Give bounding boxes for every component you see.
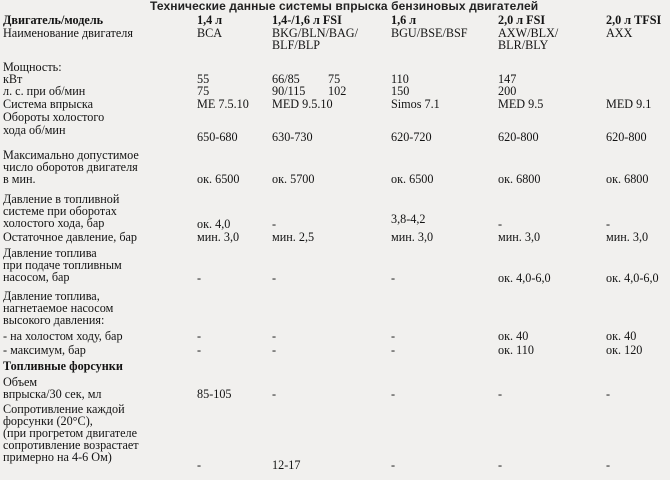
volume-label-2: впрыска/30 сек, мл [3,387,102,401]
volume-col5: - [606,387,611,401]
hp-pressure-label-1: Давление топлива, [3,289,100,303]
header-engine-name: Наименование двигателя [3,26,133,40]
fpidle-col1: ок. 4,0 [197,217,231,231]
col2-code2: BLF/BLP [272,38,321,52]
header-engine-model: Двигатель/модель [3,13,104,27]
hpmax-col3: - [391,343,396,357]
maxrpm-col2: ок. 5700 [272,172,315,186]
injection-col5: MED 9.1 [606,97,652,111]
col5-code: AXX [606,26,633,40]
resistance-label-3: (при прогретом двигателе [3,426,138,440]
idle-label-2: хода об/мин [3,123,66,137]
resistance-col4: - [498,458,503,472]
injection-col2: MED 9.5.10 [272,97,333,111]
fpidle-col3: 3,8-4,2 [391,212,426,226]
volume-col3: - [391,387,396,401]
hp-pressure-label-3: высокого давления: [3,313,105,327]
residual-label: Остаточное давление, бар [3,230,138,244]
pump-label-1: Давление топлива [3,246,97,260]
pump-col4: ок. 4,0-6,0 [498,271,551,285]
volume-col2: - [272,387,277,401]
kw-label: кВт [3,72,23,86]
page-title: Технические данные системы впрыска бензиновых двигателей [150,0,539,13]
injection-col1: ME 7.5.10 [197,97,249,111]
fpidle-col5: - [606,217,611,231]
kw-col4: 147 [498,72,517,86]
col4-volume: 2,0 л FSI [498,13,546,27]
fpidle-label-2: системе при оборотах [3,204,117,218]
pump-label-3: насосом, бар [3,270,70,284]
hp-col3: 150 [391,84,410,98]
resistance-label-4: сопротивление возрастает [3,438,139,452]
volume-col4: - [498,387,503,401]
col5-volume: 2,0 л TFSI [606,13,662,27]
maxrpm-label-1: Максимально допустимое [3,148,139,162]
hpmax-col1: - [197,343,202,357]
residual-col4: мин. 3,0 [498,230,541,244]
fpidle-label-3: холостого хода, бар [3,216,105,230]
residual-col1: мин. 3,0 [197,230,240,244]
maxrpm-label-3: в мин. [3,172,36,186]
hpidle-col2: - [272,329,277,343]
injectors-heading: Топливные форсунки [3,359,123,373]
kw-col2: 66/85 [272,72,300,86]
hpmax-col2: - [272,343,277,357]
kw-col1: 55 [197,72,210,86]
col1-code: BCA [197,26,223,40]
hpidle-label: - на холостом ходу, бар [3,329,123,343]
col2-code: BKG/BLN/BAG/ [272,26,358,40]
col4-code: AXW/BLX/ [498,26,559,40]
resistance-col3: - [391,458,396,472]
fpidle-label-1: Давление в топливной [3,192,120,206]
pump-col1: - [197,271,202,285]
col1-volume: 1,4 л [197,13,223,27]
maxrpm-col1: ок. 6500 [197,172,240,186]
idle-col4: 620-800 [498,130,539,144]
hpmax-col4: ок. 110 [498,343,534,357]
volume-label-1: Объем [3,375,38,389]
col2-volume: 1,4-/1,6 л FSI [272,13,342,27]
pump-col2: - [272,271,277,285]
maxrpm-col4: ок. 6800 [498,172,541,186]
hpidle-col5: ок. 40 [606,329,637,343]
resistance-col5: - [606,458,611,472]
hpmax-col5: ок. 120 [606,343,643,357]
residual-col5: мин. 3,0 [606,230,649,244]
residual-col3: мин. 3,0 [391,230,434,244]
fpidle-col2: - [272,217,277,231]
hpidle-col3: - [391,329,396,343]
pump-label-2: при подаче топливным [3,258,122,272]
resistance-col1: - [197,458,202,472]
fpidle-col4: - [498,217,503,231]
maxrpm-col3: ок. 6500 [391,172,434,186]
idle-col2: 630-730 [272,130,313,144]
hpmax-label: - максимум, бар [3,343,86,357]
hp-col2: 90/115 [272,84,306,98]
hp-col2b: 102 [328,84,347,98]
resistance-col2: 12-17 [272,458,301,472]
resistance-label-5: примерно на 4-6 Ом) [3,450,112,464]
injection-label: Система впрыска [3,97,93,111]
idle-col3: 620-720 [391,130,432,144]
resistance-label-2: форсунки (20°С), [3,414,93,428]
hpidle-col4: ок. 40 [498,329,529,343]
injection-col4: MED 9.5 [498,97,544,111]
maxrpm-col5: ок. 6800 [606,172,649,186]
resistance-label-1: Сопротивление каждой [3,402,125,416]
col4-code2: BLR/BLY [498,38,549,52]
hp-label: л. с. при об/мин [3,84,86,98]
hp-col4: 200 [498,84,517,98]
idle-col5: 620-800 [606,130,647,144]
idle-col1: 650-680 [197,130,238,144]
residual-col2: мин. 2,5 [272,230,315,244]
pump-col3: - [391,271,396,285]
kw-col3: 110 [391,72,409,86]
power-label: Мощность: [3,60,62,74]
col3-volume: 1,6 л [391,13,417,27]
hp-pressure-label-2: нагнетаемое насосом [3,301,114,315]
volume-col1: 85-105 [197,387,232,401]
kw-col2b: 75 [328,72,341,86]
hpidle-col1: - [197,329,202,343]
maxrpm-label-2: число оборотов двигателя [3,160,138,174]
hp-col1: 75 [197,84,210,98]
injection-col3: Simos 7.1 [391,97,440,111]
col3-code: BGU/BSE/BSF [391,26,468,40]
idle-label-1: Обороты холостого [3,110,105,124]
pump-col5: ок. 4,0-6,0 [606,271,659,285]
